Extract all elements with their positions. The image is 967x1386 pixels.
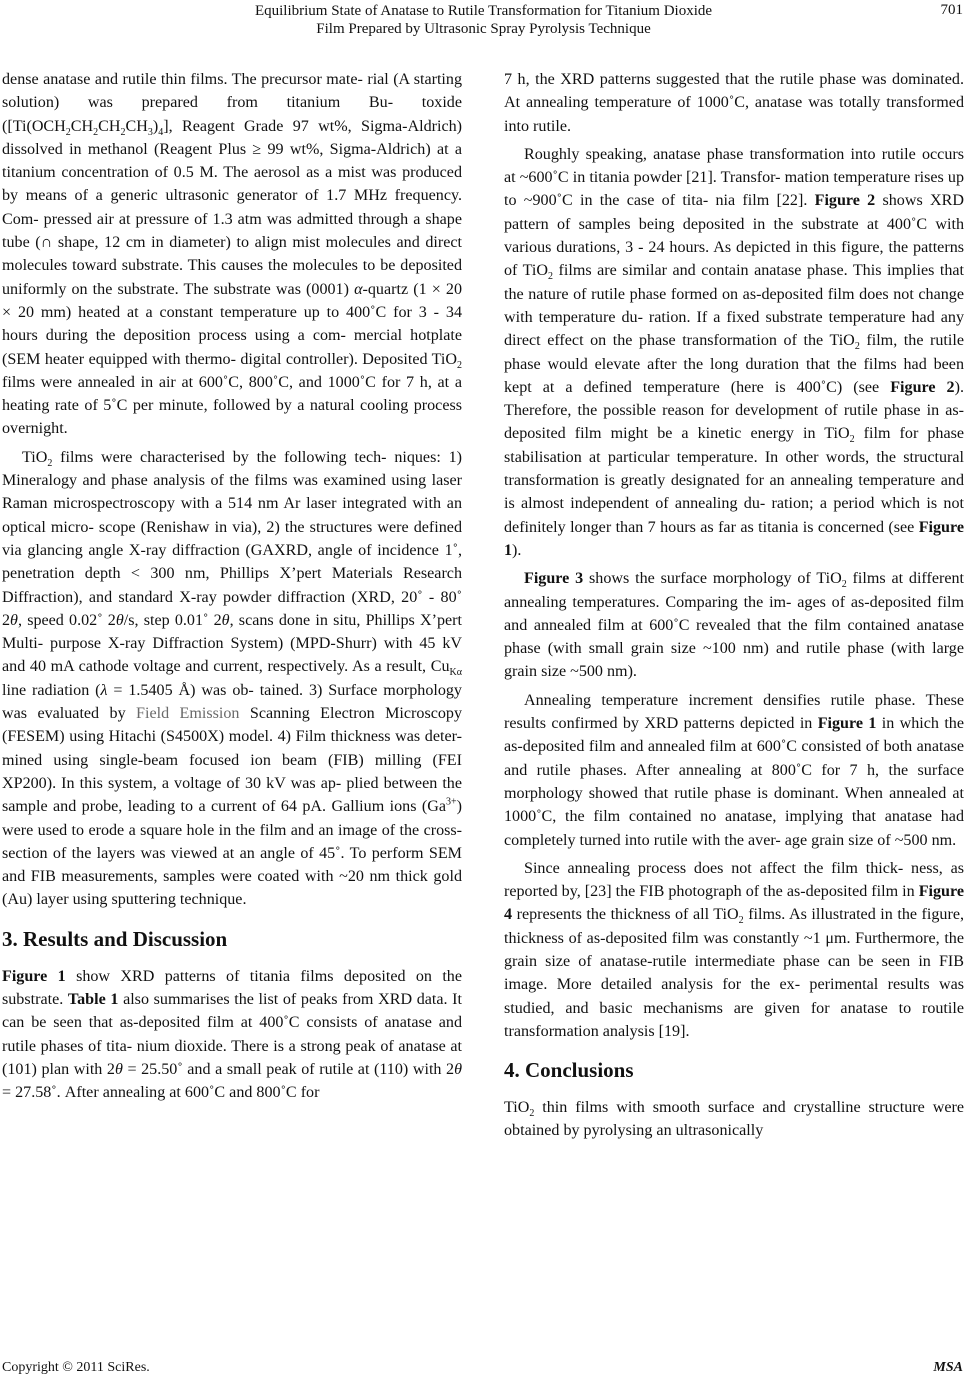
paragraph-methods-2: TiO$_2$ films were characterised by the following tech- niques: 1) Mineralogy and phase analysis of the films was examined using laser Raman microspectroscopy with a 514 nm Ar laser integrated with an optical micro- scope (Renishaw in via), 2) the structures were defined via glancing angle X-ray diffraction (GAXRD, angle of incidence 1˚, penetration depth < 300 nm, Phillips X’pert Materials Research Diffraction), and standard X-ray powder diffraction (XRD, 20˚ - 80˚ 2θ, speed 0.02˚ 2θ/s, step 0.01˚ 2θ, scans done in situ, Phillips X’pert Multi- purpose X-ray Diffraction System) (MPD-Shurr) with 45 kV and 40 mA cathode voltage and current, respectively. As a result, $Cu_{K\alpha}$ line radiation (λ = 1.5405 Å) was ob- tained. 3) Surface morphology was evaluated by Field Emission Scanning Electron Microscopy (FESEM) using Hitachi (S4500X) model. 4) Film thickness was deter- mined using single-beam focused ion beam (FIB) milling (FEI XP200). In this system, a voltage of 30 kV was ap- plied between the sample and probe, leading to a current of 64 pA. Gallium ions $(Ga^{3+})$ were used to erode a square hole in the film and an image of the cross-section of the layers was viewed at an angle of 45˚. To perform SEM and FIB measurements, samples were coated with ~20 nm thick gold (Au) layer using sputtering technique.: [2, 448, 463, 909]
paragraph-conclusions-1: TiO$_2$ thin films with smooth surface and crystalline structure were obtained by pyrolysing an ultrasonically: [504, 1099, 964, 1140]
journal-abbreviation: MSA: [933, 1360, 963, 1375]
left-column: [2, 68, 462, 1109]
paragraph-results-6: Since annealing process does not affect the film thick- ness, as reported by, [23] the FIB photograph of the as-deposited film in Figure 4 represents the thickness of all TiO$_2$ films. As illustrated in the figure, thickness of as-deposited film was constantly ~1 μm. Furthermore, the grain size of anatase-rutile intermediate phase can be seen in FIB image. More detailed analysis for the ex- perimental results was studied, and basic mechanisms are given for anatase to routile transformation analysis [19].: [504, 859, 964, 1040]
section-heading-results: 3. Results and Discussion: [2, 926, 228, 951]
running-title-line-2: Film Prepared by Ultrasonic Spray Pyrolysis Technique: [316, 21, 651, 37]
page-header: [0, 0, 967, 48]
running-title-line-1: Equilibrium State of Anatase to Rutile Transformation for Titanium Dioxide: [254, 3, 713, 19]
paragraph-results-5: Annealing temperature increment densifies rutile phase. These results confirmed by XRD patterns depicted in Figure 1 in which the as-deposited film and annealed film at 600˚C consisted of both anatase and rutile phases. After annealing at 800˚C for 7 h, the surface morphology showed that rutile phase is dominant. When annealed at 1000˚C, the film contained no anatase, implying that anatase had completely turned into rutile with the aver- age grain size of ~500 nm.: [504, 691, 964, 849]
section-heading-conclusions: 4. Conclusions: [504, 1058, 634, 1083]
paragraph-results-3: Roughly speaking, anatase phase transformation into rutile occurs at ~600˚C in titania powder [21]. Transfor- mation temperature rises up to ~900˚C in the case of tita- nia film [22]. Figure 2 shows XRD pattern of samples being deposited in the substrate at 400˚C with various durations, 3 - 24 hours. As depicted in this figure, the patterns of TiO$_2$ films are similar and contain anatase phase. This implies that the nature of rutile phase formed on as-deposited film does not change with temperature du- ration. If a fixed substrate temperature had any direct effect on the phase transformation of the TiO$_2$ film, the rutile phase would elevate after the long duration that the films had been kept at a defined temperature (here is 400˚C) (see Figure 2). Therefore, the possible reason for development of rutile phase in as-deposited film might be a kinetic energy in TiO$_2$ film for phase stabilisation at particular temperature. In other words, the structural transformation is greatly designated for an annealing temperature and is almost independent of annealing du- ration; a period which is not definitely longer than 7 hours as far as titania is concerned (see Figure 1).: [504, 145, 964, 559]
paragraph-results-4: Figure 3 shows the surface morphology of TiO$_2$ films at different annealing temperatures. Comparing the im- ages of as-deposited film and annealed film at 600˚C revealed that the film contained anatase phase (with small grain size ~100 nm) and rutile phase (with large grain size ~500 nm).: [504, 570, 965, 681]
copyright-notice: Copyright © 2011 SciRes.: [2, 1360, 150, 1375]
field-emission-highlight: Field Emission: [136, 705, 240, 723]
page-footer: [0, 1360, 967, 1382]
paragraph-methods-1: dense anatase and rutile thin films. The precursor mate- rial (A starting solution) was prepared from titanium Bu- toxide ($[Ti(OCH_2CH_2CH_2CH_3)_4]$, Reagent Grade 97 wt%, Sigma-Aldrich) dissolved in methanol (Reagent Plus ≥ 99 wt%, Sigma-Aldrich) at a titanium concentration of 0.5 M. The aerosol as a mist was produced by means of a generic ultrasonic generator of 1.7 MHz frequency. Com- pressed air at pressure of 1.3 atm was admitted through a shape tube (∩ shape, 12 cm in diameter) to align mist molecules and direct molecules toward substrate. This causes the molecules to be deposited uniformly on the substrate. The substrate was (0001) α-quartz (1 × 20 × 20 mm) heated at a constant temperature up to 400˚C for 3 - 34 hours during the deposition process using a com- mercial hotplate (SEM heater equipped with thermo- digital controller). Deposited TiO$_2$ films were annealed in air at 600˚C, 800˚C, and 1000˚C for 7 h, at a heating rate of 5˚C per minute, followed by a natural cooling process overnight.: [2, 71, 462, 438]
right-column: [504, 68, 964, 1148]
paragraph-results-1: Figure 1 show XRD patterns of titania films deposited on the substrate. Table 1 also summarises the list of peaks from XRD data. It can be seen that as-deposited film at 400˚C consists of anatase and rutile phases of tita- nium dioxide. There is a strong peak of anatase at (101) plan with 2θ = 25.50˚ and a small peak of rutile at (110) with 2θ = 27.58˚. After annealing at 600˚C and 800˚C for: [2, 967, 462, 1102]
page-number: 701: [940, 2, 963, 18]
paragraph-results-2: 7 h, the XRD patterns suggested that the rutile phase was dominated. At annealing temperature of 1000˚C, anatase was totally transformed into rutile.: [504, 71, 964, 135]
